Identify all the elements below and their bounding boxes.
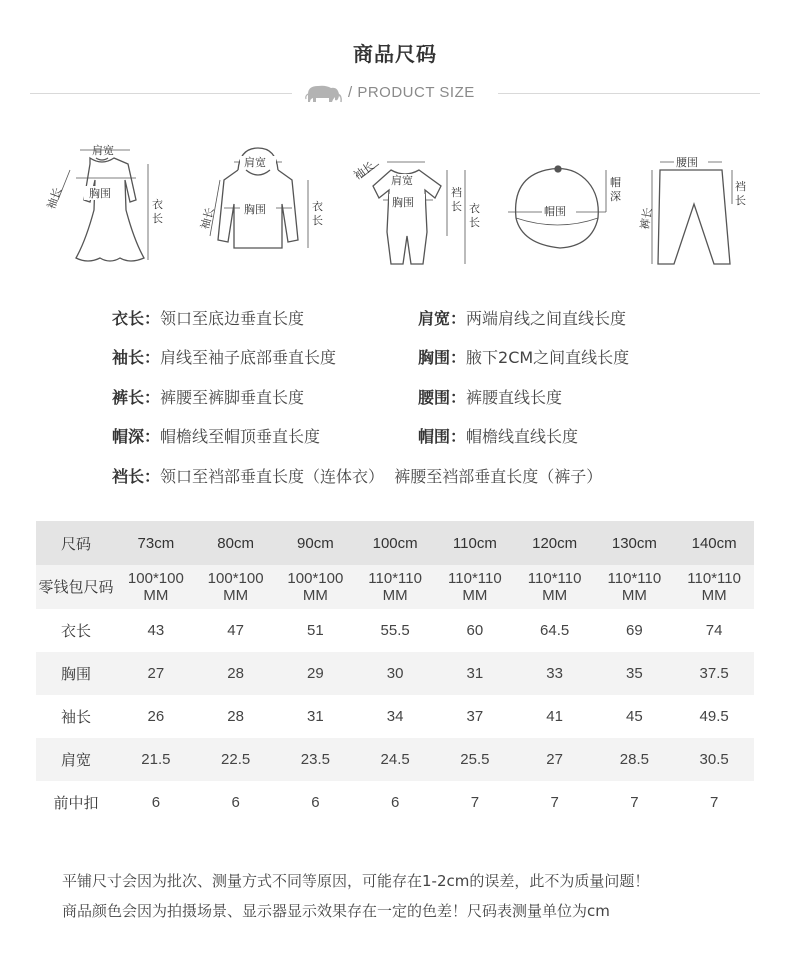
table-header-cell: 120cm	[515, 521, 595, 565]
legend-item: 裤长：裤腰至裤脚垂直长度	[112, 388, 305, 407]
legend-row	[112, 464, 752, 490]
label-pants-length: 裤长	[638, 206, 655, 231]
label-hoodie-shoulder: 肩宽	[244, 156, 266, 169]
label-hoodie-length-2: 长	[312, 214, 323, 227]
table-cell: 21.5	[116, 738, 196, 781]
table-header-cell: 110cm	[435, 521, 515, 565]
table-row	[36, 695, 754, 738]
label-hoodie-length-1: 衣	[312, 200, 323, 213]
table-header-cell: 80cm	[196, 521, 276, 565]
table-cell: 7	[435, 781, 515, 824]
table-cell: 7	[595, 781, 675, 824]
table-cell: 27	[515, 738, 595, 781]
table-cell: 衣长	[36, 609, 116, 652]
section-subtitle	[30, 80, 760, 108]
label-hat-depth-2: 深	[610, 190, 621, 203]
legend-item: 衣长：领口至底边垂直长度	[112, 309, 305, 328]
table-cell: 37	[435, 695, 515, 738]
legend-item: 腰围：裤腰直线长度	[418, 388, 563, 407]
table-cell: 74	[674, 609, 754, 652]
table-cell: 28	[196, 695, 276, 738]
table-header-cell: 130cm	[595, 521, 675, 565]
note-line: 平铺尺寸会因为批次、测量方式不同等原因，可能存在1-2cm的误差，此不为质量问题！	[62, 872, 650, 890]
label-hoodie-chest: 胸围	[244, 203, 266, 216]
table-cell: 55.5	[355, 609, 435, 652]
table-cell: 22.5	[196, 738, 276, 781]
table-cell: 41	[515, 695, 595, 738]
legend-row	[112, 385, 752, 411]
table-cell: 6	[276, 781, 356, 824]
size-table	[36, 521, 754, 824]
table-row	[36, 609, 754, 652]
table-cell: 28	[196, 652, 276, 695]
label-romper-chest: 胸围	[392, 196, 414, 209]
table-cell: 零钱包尺码	[36, 565, 116, 609]
table-cell: 6	[196, 781, 276, 824]
label-dress-shoulder: 肩宽	[92, 144, 114, 157]
label-romper-shoulder: 肩宽	[391, 174, 413, 187]
divider-left	[30, 93, 292, 94]
table-cell: 30.5	[674, 738, 754, 781]
table-cell: 49.5	[674, 695, 754, 738]
table-cell: 6	[355, 781, 435, 824]
figure-dress	[40, 140, 170, 270]
table-cell: 100*100 MM	[196, 565, 276, 609]
table-cell: 110*110 MM	[435, 565, 515, 609]
figure-hoodie	[190, 140, 330, 270]
divider-right	[498, 93, 760, 94]
table-cell: 110*110 MM	[355, 565, 435, 609]
subtitle-text: / PRODUCT SIZE	[348, 84, 475, 101]
table-cell: 7	[515, 781, 595, 824]
label-dress-length-2: 长	[152, 212, 163, 225]
table-cell: 37.5	[674, 652, 754, 695]
label-hoodie-sleeve: 袖长	[198, 206, 217, 231]
table-cell: 26	[116, 695, 196, 738]
table-cell: 110*110 MM	[515, 565, 595, 609]
table-cell: 6	[116, 781, 196, 824]
table-header-cell: 90cm	[276, 521, 356, 565]
table-cell: 34	[355, 695, 435, 738]
legend-item: 帽围：帽檐线直线长度	[418, 427, 579, 446]
label-pants-crotch-2: 长	[735, 194, 746, 207]
figure-pants	[638, 140, 750, 270]
table-cell: 31	[276, 695, 356, 738]
label-pants-crotch-1: 裆	[735, 180, 746, 193]
measurement-figures	[40, 140, 750, 270]
table-cell: 29	[276, 652, 356, 695]
table-cell: 47	[196, 609, 276, 652]
elephant-icon	[302, 82, 344, 106]
legend-item: 裆长：领口至裆部垂直长度（连体衣） 裤腰至裆部垂直长度（裤子）	[112, 467, 603, 486]
page-title: 商品尺码	[353, 42, 437, 66]
table-cell: 51	[276, 609, 356, 652]
figure-hat	[502, 140, 622, 270]
legend-item: 肩宽：两端肩线之间直线长度	[418, 309, 627, 328]
table-cell: 25.5	[435, 738, 515, 781]
table-header-cell: 73cm	[116, 521, 196, 565]
label-romper-crotch-1: 裆	[451, 186, 462, 199]
legend-item: 帽深：帽檐线至帽顶垂直长度	[112, 427, 321, 446]
table-cell: 35	[595, 652, 675, 695]
label-romper-sleeve: 袖长	[351, 159, 377, 183]
legend-item: 袖长：肩线至袖子底部垂直长度	[112, 348, 337, 367]
label-dress-length-1: 衣	[152, 198, 163, 211]
table-cell: 33	[515, 652, 595, 695]
table-cell: 30	[355, 652, 435, 695]
table-cell: 100*100 MM	[276, 565, 356, 609]
table-cell: 64.5	[515, 609, 595, 652]
table-cell: 7	[674, 781, 754, 824]
table-header-cell: 100cm	[355, 521, 435, 565]
figure-romper	[345, 140, 485, 270]
table-cell: 69	[595, 609, 675, 652]
table-cell: 前中扣	[36, 781, 116, 824]
table-cell: 110*110 MM	[595, 565, 675, 609]
label-pants-waist: 腰围	[676, 156, 698, 169]
legend-row	[112, 345, 752, 371]
label-dress-chest: 胸围	[89, 187, 111, 200]
table-row	[36, 652, 754, 695]
table-cell: 27	[116, 652, 196, 695]
legend-row	[112, 424, 752, 450]
table-cell: 28.5	[595, 738, 675, 781]
table-header-cell: 140cm	[674, 521, 754, 565]
table-header-cell: 尺码	[36, 521, 116, 565]
note-line: 商品颜色会因为拍摄场景、显示器显示效果存在一定的色差！尺码表测量单位为cm	[62, 902, 610, 920]
table-cell: 23.5	[276, 738, 356, 781]
table-cell: 肩宽	[36, 738, 116, 781]
disclaimer-notes	[62, 866, 762, 926]
legend-item: 胸围：腋下2CM之间直线长度	[418, 348, 630, 367]
legend-row	[112, 306, 752, 332]
table-header-row	[36, 521, 754, 565]
label-hat-circumference: 帽围	[544, 205, 566, 218]
table-cell: 袖长	[36, 695, 116, 738]
label-romper-crotch-2: 长	[451, 200, 462, 213]
label-dress-sleeve: 袖长	[44, 185, 65, 212]
table-row	[36, 565, 754, 609]
table-row	[36, 738, 754, 781]
table-cell: 43	[116, 609, 196, 652]
table-cell: 45	[595, 695, 675, 738]
table-cell: 31	[435, 652, 515, 695]
table-cell: 110*110 MM	[674, 565, 754, 609]
label-romper-length-1: 衣	[469, 202, 480, 215]
label-hat-depth-1: 帽	[610, 176, 621, 189]
table-cell: 胸围	[36, 652, 116, 695]
table-cell: 24.5	[355, 738, 435, 781]
table-cell: 100*100 MM	[116, 565, 196, 609]
label-romper-length-2: 长	[469, 216, 480, 229]
table-cell: 60	[435, 609, 515, 652]
table-row	[36, 781, 754, 824]
